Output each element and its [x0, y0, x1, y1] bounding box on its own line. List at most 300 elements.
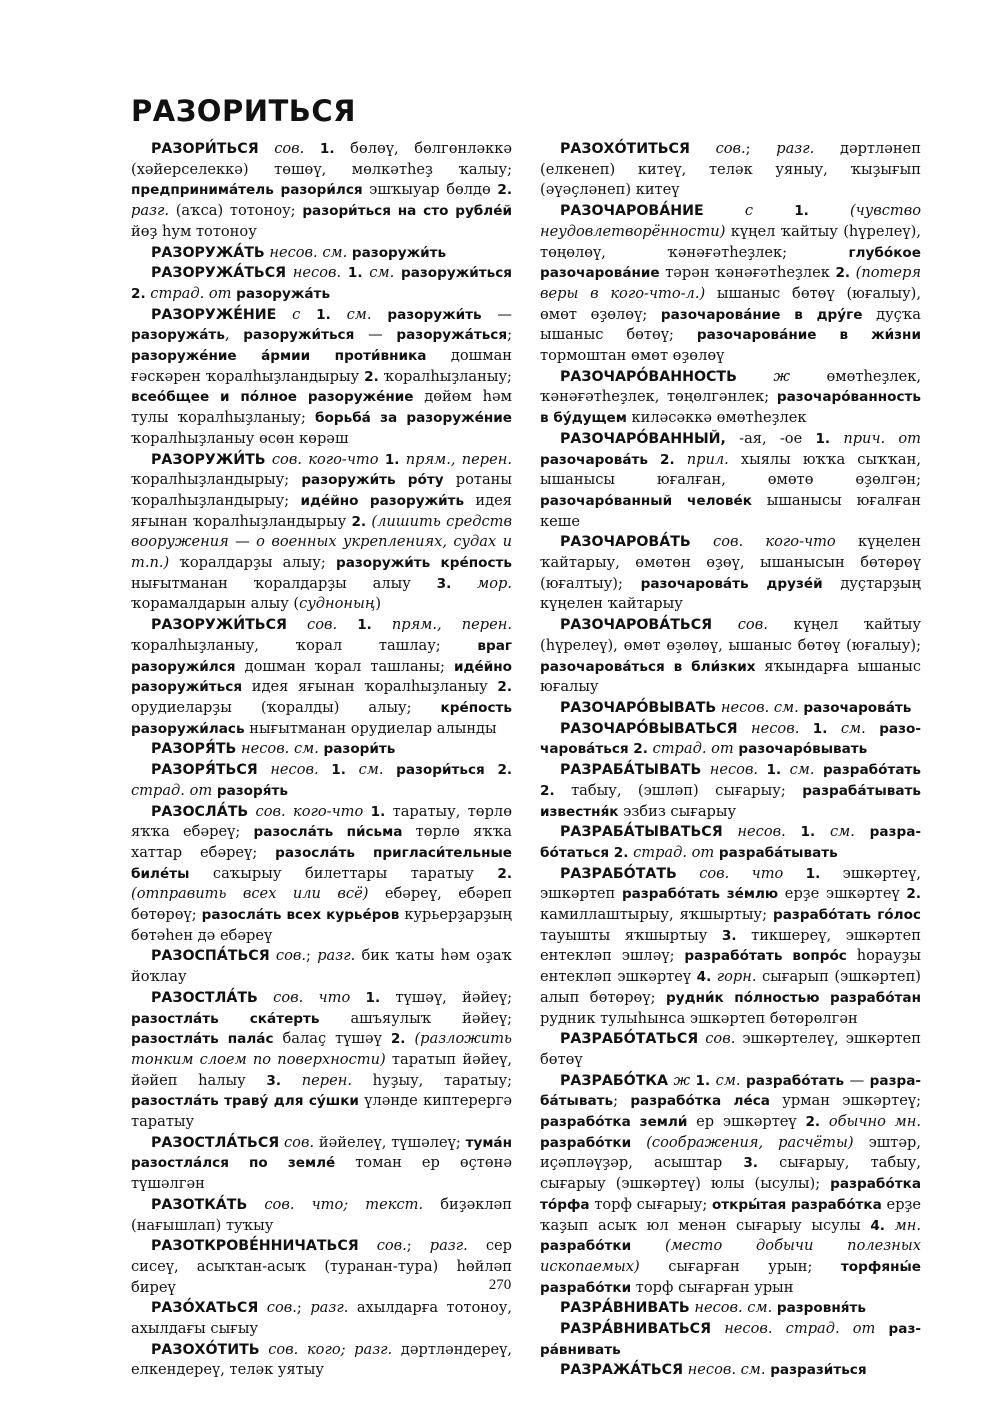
grammar-label: мор.	[477, 574, 512, 592]
dictionary-entry	[131, 739, 512, 760]
dictionary-entry	[131, 988, 512, 1133]
grammar-label: разг.	[429, 1237, 468, 1255]
grammar-label: сов.	[266, 1299, 297, 1317]
example-phrase: разосла́ть пи́сьма	[253, 824, 403, 841]
example-phrase: разочарова́ние в жи́зни	[696, 327, 921, 344]
entry-headword: РАЗОТКРОВЕ́ННИЧАТЬСЯ	[151, 1238, 359, 1255]
dictionary-entry	[131, 1340, 512, 1381]
translation-text: хыялы юҡҡа сыҡҡан, ышанысы юғалған, өмөтө өҙөлгән;	[540, 450, 922, 489]
translation-text: урман эшкәртеү;	[769, 1092, 921, 1110]
translation-text	[372, 616, 392, 633]
grammar-label: см.	[789, 761, 815, 779]
grammar-label: (соображения, расчёты)	[646, 1133, 854, 1151]
translation-text	[276, 306, 292, 323]
translation-text	[287, 616, 307, 633]
translation-text: таратыу, төрлө яҡҡа ебәреү;	[131, 802, 512, 841]
example-phrase: враг разоружи́лся	[131, 637, 512, 675]
entry-headword: РАЗРА́ВНИВАТЬСЯ	[560, 1321, 712, 1338]
translation-text	[451, 575, 477, 592]
translation-text	[712, 616, 738, 633]
translation-text: ышанысы юғалған кеше	[540, 491, 921, 530]
example-phrase: рудни́к по́лностью разрабо́тан	[666, 989, 921, 1006]
dictionary-entry	[131, 450, 512, 616]
dictionary-entry	[131, 615, 512, 739]
grammar-label: (отправить всех или всё)	[131, 885, 369, 903]
translation-text: идея яғынан ҡоралһыҙландырыу	[131, 491, 512, 530]
translation-text	[631, 1237, 665, 1254]
right-column	[540, 139, 921, 1381]
translation-text: эзбиз сығарыу	[618, 802, 737, 820]
translation-text	[372, 306, 388, 323]
translation-text	[711, 1320, 724, 1337]
translation-text	[738, 720, 751, 737]
example-phrase: разочаро́ванность в бу́дущем	[540, 389, 921, 427]
example-phrase: откры́тая разрабо́тка	[711, 1196, 882, 1213]
sense-number: 4.	[696, 969, 712, 986]
grammar-label: сов. что	[699, 864, 784, 882]
example-phrase: разоружа́ть	[131, 327, 225, 344]
grammar-label: сов.	[737, 616, 768, 634]
grammar-label: сов.	[275, 947, 306, 965]
translation-text	[259, 140, 275, 157]
example-phrase: разоружа́ться	[396, 327, 508, 344]
translation-text	[286, 264, 293, 281]
grammar-label: несов.	[709, 761, 759, 779]
entry-headword: РАЗОЧАРОВА́ТЬ	[560, 534, 691, 551]
dictionary-entry	[540, 1298, 921, 1319]
translation-text: торф сығарған урын	[631, 1278, 794, 1296]
entry-headword: РАЗОРУЖИ́ТЬСЯ	[151, 617, 287, 634]
grammar-label: несов. см.	[694, 1299, 773, 1317]
translation-text: ҡоралһыҙланыу өсөн көрәш	[131, 429, 349, 447]
translation-text: сығарыу, табыу, сығарыу (эшкәртеү) юлы (ысулы);	[540, 1154, 921, 1193]
translation-text: йөҙ һум тотоноу	[131, 222, 257, 240]
translation-text: ;	[306, 947, 318, 965]
example-phrase: разрабо́тки	[540, 1238, 632, 1255]
example-phrase: разочарова́ть друзе́й	[640, 575, 823, 592]
grammar-label: разг.	[317, 947, 356, 965]
grammar-label: сов.	[715, 140, 746, 157]
translation-text	[631, 1134, 646, 1151]
sense-number: 3.	[266, 1072, 282, 1089]
translation-text: эшкәртелеү, эшкәртеп бөтөү	[540, 1030, 921, 1068]
translation-text: рудник тулыһынса эшкәртеп бөтөрөлгән	[540, 1009, 858, 1027]
sense-number: 2.	[906, 886, 921, 903]
grammar-label: разг.	[310, 1299, 349, 1317]
sense-number: 1.	[800, 824, 816, 841]
translation-text: ,	[224, 326, 244, 344]
translation-text	[648, 451, 660, 468]
translation-text: бөлөү, бөлгөнләккә (хәйерселеккә) төшөү, мөлкәтһеҙ ҡалыу;	[131, 140, 513, 178]
example-phrase: разровня́ть	[776, 1300, 866, 1317]
sense-number: 2.	[131, 285, 146, 302]
translation-text: таратып йәйеү, йәйеп һалыу	[131, 1050, 512, 1089]
example-phrase: разочаро́вывать	[738, 741, 868, 758]
example-phrase: разори́ться на сто рубле́й	[302, 203, 512, 220]
example-phrase: разра́внивать	[540, 1321, 922, 1358]
example-phrase: разосла́ть всех курье́ров	[201, 907, 400, 924]
grammar-label: (место добычи полезных ископаемых)	[540, 1237, 921, 1275]
entry-headword: РАЗО́ХАТЬСЯ	[151, 1300, 259, 1317]
grammar-label: перен.	[301, 1071, 352, 1089]
translation-text: киләсәккә өмөтһеҙлек	[626, 409, 807, 427]
entry-headword: РАЗОСТЛА́ТЬСЯ	[151, 1134, 280, 1151]
translation-text	[866, 720, 879, 737]
entry-headword: РАЗОСПА́ТЬСЯ	[151, 948, 270, 965]
translation-text: табыу, (эшләп) сығарыу;	[554, 781, 803, 799]
sense-number: 1.	[319, 141, 335, 157]
translation-text: ер эшкәртеү	[687, 1113, 806, 1131]
example-phrase: разраба́тывать известня́к	[540, 782, 921, 820]
translation-text: эшҡыуар бөлдө	[362, 181, 498, 199]
translation-text: ахылдарға тотоноу, ахылдағы сығыу	[131, 1299, 513, 1338]
translation-text	[704, 202, 745, 219]
grammar-label: страд. от	[131, 781, 213, 799]
dictionary-entry	[540, 864, 921, 1030]
translation-text: ҡоралһыҙланыу;	[378, 367, 512, 385]
translation-text: ҡоралһыҙландырыу;	[131, 471, 302, 489]
translation-text: сығарған урын;	[639, 1257, 841, 1275]
grammar-label: несов.	[737, 823, 786, 841]
translation-text: дуҫҡа ышаныс бөтөү;	[540, 305, 922, 344]
sense-number: 1.	[815, 430, 831, 447]
translation-text: ерҙе ҡаҙып асыҡ юл менән сығарыу ысулы	[540, 1195, 922, 1234]
example-phrase: разори́ть	[323, 741, 396, 758]
translation-text: ышаныс бөтөү (юғалыу), өмөт өҙөлөү;	[540, 284, 921, 323]
dictionary-entry	[540, 201, 921, 367]
sense-number: 1.	[370, 803, 386, 820]
sense-number: 1.	[347, 265, 363, 282]
translation-text	[260, 1341, 269, 1358]
translation-text	[319, 761, 332, 778]
translation-text: идея яғынан ҡоралһыҙланыу	[242, 678, 498, 696]
example-phrase: разочарова́ть	[803, 699, 912, 716]
entry-headword: РАЗРАБА́ТЫВАТЬ	[560, 762, 702, 779]
translation-text	[815, 761, 823, 778]
translation-text	[758, 761, 766, 778]
example-phrase: разочарова́ться	[540, 720, 922, 758]
grammar-label: сов. кого-что	[255, 802, 364, 820]
dictionary-entry	[540, 822, 921, 863]
dictionary-entry	[131, 1298, 512, 1339]
translation-text: ҡорамалдарын алыу (	[131, 595, 300, 613]
translation-text	[350, 989, 365, 1006]
grammar-label: несов. см.	[269, 243, 348, 261]
grammar-label: см.	[829, 823, 855, 841]
sense-number: 1.	[695, 1072, 711, 1089]
translation-text	[677, 865, 699, 882]
translation-text	[875, 1320, 888, 1337]
translation-text	[258, 989, 273, 1006]
sense-number: 1.	[365, 989, 381, 1006]
sense-number: 3.	[721, 927, 737, 944]
grammar-label: (разложить тонким слоем по поверхности)	[131, 1030, 512, 1068]
translation-text: орудиеларҙы (ҡоралды) алыу;	[131, 698, 441, 716]
translation-text	[855, 823, 870, 840]
sense-number: 2.	[835, 265, 851, 282]
dictionary-entry	[131, 946, 512, 987]
translation-text: бик ҡаты һәм оҙаҡ йоҡлау	[131, 947, 512, 986]
translation-text: дәртләнеп (елкенеп) китеү, теләк уяныу, ҡыҙығып (әүәҫләнеп) китеү	[540, 140, 921, 199]
translation-text: камиллаштырыу, яҡшыртыу;	[540, 906, 774, 924]
translation-text: —	[481, 305, 513, 323]
example-phrase: разоружи́ться	[400, 265, 513, 282]
translation-text: яҡындарға ышаныс юғалыу	[540, 657, 921, 696]
example-phrase: разочаро́ванный челове́к	[540, 492, 752, 509]
translation-text: нығытманан ҡоралдарҙы алыу	[131, 574, 437, 592]
translation-text: торф сығарыу;	[589, 1195, 712, 1213]
example-phrase: разоружи́ть	[351, 244, 447, 261]
grammar-label: несов.	[292, 264, 342, 282]
sense-number: 3.	[743, 1155, 758, 1172]
translation-text	[820, 1113, 829, 1130]
example-phrase: разрабо́тка земли́	[540, 1114, 688, 1131]
translation-text: күңел ҡайтыу (һүрелеү), төңөлөү, ҡәнәғәтһеҙлек;	[540, 222, 921, 261]
sense-number: 2.	[497, 182, 512, 199]
translation-text	[346, 761, 359, 778]
dictionary-entry	[131, 802, 512, 947]
grammar-label: ж	[673, 1071, 691, 1089]
translation-text: дөйөм һәм тулы ҡоралһыҙланыу;	[131, 388, 512, 427]
grammar-label: разг.	[776, 140, 815, 157]
sense-number: 3.	[436, 575, 452, 592]
grammar-label: сов. что; текст.	[264, 1195, 424, 1213]
example-phrase: разоружа́ть	[236, 285, 331, 302]
translation-text: һуҙыу, таратыу;	[351, 1071, 513, 1089]
grammar-label: (чувство неудовлетворённости)	[540, 202, 922, 240]
sense-number: 2.	[390, 1031, 406, 1048]
translation-text: ҡоралһыҙланыу, ҡорал ташлау;	[131, 636, 478, 654]
example-phrase: разрабо́тать го́лос	[773, 907, 921, 924]
entry-headword: РАЗОРУЖА́ТЬСЯ	[151, 265, 287, 282]
grammar-label: страд. от	[652, 740, 734, 758]
translation-text	[827, 720, 840, 737]
dictionary-entry	[540, 367, 921, 429]
sense-number: 1.	[316, 306, 331, 323]
translation-text	[675, 451, 687, 468]
grammar-label: см.	[369, 264, 395, 282]
dictionary-entry	[131, 243, 512, 264]
sense-number: 1.	[812, 720, 828, 737]
translation-text: ҡоралдарҙы алыу;	[169, 554, 336, 572]
left-column	[131, 139, 512, 1381]
grammar-label: несов. см.	[687, 1361, 766, 1379]
entry-headword: РАЗОРЯ́ТЬСЯ	[151, 762, 258, 779]
sense-number: 2.	[633, 741, 648, 758]
entry-headword: РАЗОЧАРО́ВЫВАТЬСЯ	[560, 720, 738, 737]
sense-number: 2.	[805, 1114, 821, 1131]
translation-text: -ая, -ое	[725, 429, 816, 447]
example-phrase: разочарова́ние в дру́ге	[660, 306, 863, 323]
page-number: 270	[488, 1277, 512, 1293]
translation-text: йәйелеү, түшәлеү;	[314, 1133, 466, 1151]
translation-text: биҙәкләп (нағышлап) туҡыу	[131, 1195, 512, 1234]
translation-text: томан ер өҫтөнә түшәлгән	[131, 1154, 512, 1193]
example-phrase: разоружи́ть ро́ту	[301, 472, 444, 489]
grammar-label: несов.	[270, 761, 319, 779]
translation-text	[394, 264, 401, 281]
entry-headword: РАЗОРЯ́ТЬ	[151, 741, 237, 758]
example-phrase: разоруже́ние а́рмии проти́вника	[131, 348, 427, 365]
grammar-label: сов. кого; разг.	[268, 1340, 393, 1358]
translation-text: )	[375, 595, 382, 613]
dictionary-entry	[540, 615, 921, 698]
grammar-label: сов.	[274, 140, 305, 157]
example-phrase: предпринима́тель разори́лся	[131, 182, 363, 199]
example-phrase: иде́йно разоружи́ться	[131, 658, 512, 696]
translation-text: балаҫ түшәү	[273, 1030, 391, 1048]
grammar-label: сов. кого-что	[271, 450, 379, 468]
entry-headword: РАЗРАБА́ТЫВАТЬСЯ	[560, 824, 723, 841]
entry-headword: РАЗОЧАРО́ВЫВАТЬ	[560, 699, 717, 716]
translation-text: ебәреү, ебәреп бөтөрөү;	[131, 885, 512, 924]
grammar-label: сов.	[376, 1237, 407, 1255]
translation-text: түшәү, йәйеү;	[380, 988, 512, 1006]
sense-number: 1.	[331, 762, 346, 779]
entry-headword: РАЗРАБО́ТАТЬ	[560, 865, 677, 882]
entry-headword: РАЗРА́ВНИВАТЬ	[560, 1300, 690, 1317]
grammar-label: сов. что	[273, 988, 351, 1006]
example-phrase: разрабо́тать	[822, 762, 922, 779]
entry-headword: РАЗОРУЖЕ́НИЕ	[151, 306, 277, 323]
grammar-label: страд. от	[150, 284, 232, 302]
dictionary-entry	[540, 532, 921, 615]
entry-headword: РАЗОРУЖА́ТЬ	[151, 244, 265, 261]
dictionary-entry	[540, 719, 921, 760]
example-phrase: разостла́ть пала́с	[131, 1031, 274, 1048]
grammar-label: несов. см.	[240, 740, 319, 758]
translation-text: дуҫтарҙың күңелен ҡайтарыу	[540, 574, 921, 613]
sense-number: 2.	[497, 865, 512, 882]
sense-number: 2.	[497, 762, 513, 779]
grammar-label: (лишить средств вооружения — о военных укреплениях, судах и т.п.)	[131, 512, 512, 572]
entry-headword: РАЗОЧАРО́ВАННОСТЬ	[560, 368, 737, 385]
translation-text: (аҡса) тотоноу;	[169, 202, 303, 220]
entry-headword: РАЗОРИ́ТЬСЯ	[151, 141, 259, 157]
grammar-label: сов.	[705, 1030, 736, 1048]
example-phrase: иде́йно разоружи́ть	[300, 492, 465, 509]
translation-text: нығытманан орудиелар алынды	[244, 719, 497, 737]
dictionary-entry	[131, 139, 512, 243]
translation-text	[383, 761, 396, 778]
entry-headword: РАЗРАБО́ТАТЬСЯ	[560, 1031, 699, 1048]
translation-text: —	[354, 326, 397, 344]
translation-text: эштәр, иҫәпләүҙәр, асыштар	[540, 1133, 921, 1172]
grammar-label: сов.	[307, 616, 338, 634]
dictionary-entry	[540, 429, 921, 533]
translation-text	[258, 761, 271, 778]
translation-text	[331, 306, 347, 323]
translation-text	[783, 865, 805, 882]
translation-text	[247, 1196, 264, 1213]
translation-text	[799, 720, 812, 737]
sense-number: 1.	[794, 203, 809, 220]
sense-number: 2.	[540, 782, 555, 799]
entry-headword: РАЗОТКА́ТЬ	[151, 1196, 248, 1213]
example-phrase: разрабо́тка то́рфа	[540, 1176, 921, 1213]
translation-text	[701, 761, 709, 778]
example-phrase: разрабо́тать зе́млю	[621, 886, 779, 903]
entry-headword: РАЗОРУЖИ́ТЬ	[151, 451, 266, 468]
example-phrase: разоружи́ться	[243, 327, 355, 344]
example-phrase: разрабо́тки	[540, 1134, 632, 1151]
translation-text	[723, 823, 738, 840]
sense-number: 4.	[870, 1217, 885, 1234]
translation-text: дошман ҡорал ташланы;	[235, 657, 455, 675]
translation-text	[815, 823, 830, 840]
translation-text	[300, 306, 316, 323]
example-phrase: всео́бщее и по́лное разоруже́ние	[131, 389, 414, 406]
translation-text: тәрән ҡәнәғәтһеҙлек	[659, 264, 836, 282]
example-phrase: разрабо́тать вопро́с	[684, 948, 847, 965]
grammar-label: горн.	[716, 968, 757, 986]
grammar-label: обычно мн.	[828, 1113, 921, 1131]
running-headword: РАЗОРИТЬСЯ	[131, 94, 356, 128]
example-phrase: разраба́тывать	[540, 1072, 922, 1110]
sense-number: 2.	[497, 679, 512, 696]
sense-number: 2.	[660, 451, 675, 468]
translation-text: күңел ҡайтыу (һүрелеү), өмөт өҙөлөү, ышаныс бөтөү (юғалыу);	[540, 616, 921, 654]
grammar-label: см.	[346, 305, 372, 323]
translation-text: тауышты яҡшыртыу	[540, 926, 722, 944]
sense-number: 1.	[384, 451, 400, 468]
translation-text: тикшереү, эшкәртеп ентекләп эшләү;	[540, 926, 921, 965]
example-phrase: тума́н разостла́лся по земле́	[131, 1134, 512, 1172]
translation-text	[304, 140, 320, 157]
translation-text: курьерҙарҙың бөтәһен дә ебәреү	[131, 906, 512, 944]
grammar-label: разг.	[131, 202, 170, 220]
example-phrase: кре́пость разоружи́лась	[131, 699, 512, 737]
translation-text	[359, 1237, 377, 1254]
dictionary-entry	[131, 1195, 512, 1236]
example-phrase: разоружи́ть	[387, 306, 482, 323]
example-phrase: разрабо́тка ле́са	[630, 1093, 770, 1110]
dictionary-entry	[540, 760, 921, 822]
grammar-label: сов.	[284, 1133, 315, 1151]
example-phrase: торфяны́е разрабо́тки	[540, 1258, 921, 1296]
translation-text: төрлө яҡҡа хаттар ебәреү;	[131, 823, 512, 861]
translation-text: өмөтһеҙлек, ҡәнәғәтһеҙлек, төңөлгәнлек;	[540, 367, 921, 406]
grammar-label: см.	[840, 719, 866, 737]
example-phrase: разоря́ть	[216, 782, 288, 799]
example-phrase: борьба́ за разоруже́ние	[315, 410, 512, 427]
translation-text	[885, 1217, 895, 1234]
entry-headword: РАЗОСЛА́ТЬ	[151, 803, 249, 820]
example-phrase: разочарова́ться в бли́зких	[540, 658, 756, 675]
grammar-label: прил.	[686, 450, 729, 468]
translation-text	[341, 264, 348, 281]
grammar-label: с	[744, 202, 754, 220]
grammar-label: см.	[715, 1071, 741, 1089]
translation-text: ;	[296, 1299, 311, 1317]
translation-text	[781, 761, 789, 778]
dictionary-entry	[131, 305, 512, 450]
sense-number: 2.	[613, 844, 629, 861]
translation-text: эшкәртеү, эшкәртеп	[540, 864, 922, 903]
grammar-label: несов. страд. от	[724, 1320, 876, 1338]
grammar-label: прям., перен.	[391, 616, 513, 634]
translation-text: ашъяулыҡ йәйеү;	[319, 1009, 512, 1027]
grammar-label: несов. см.	[720, 698, 799, 716]
translation-text	[690, 140, 716, 157]
example-phrase: разрази́ться	[770, 1362, 867, 1379]
entry-headword: РАЗРАЖА́ТЬСЯ	[560, 1362, 684, 1379]
example-phrase: разрабо́таться	[540, 824, 922, 861]
translation-text	[248, 803, 255, 820]
sense-number: 2.	[351, 513, 367, 530]
translation-text: үләнде киптерергә таратыу	[131, 1092, 512, 1131]
grammar-label: судноның	[299, 595, 376, 613]
